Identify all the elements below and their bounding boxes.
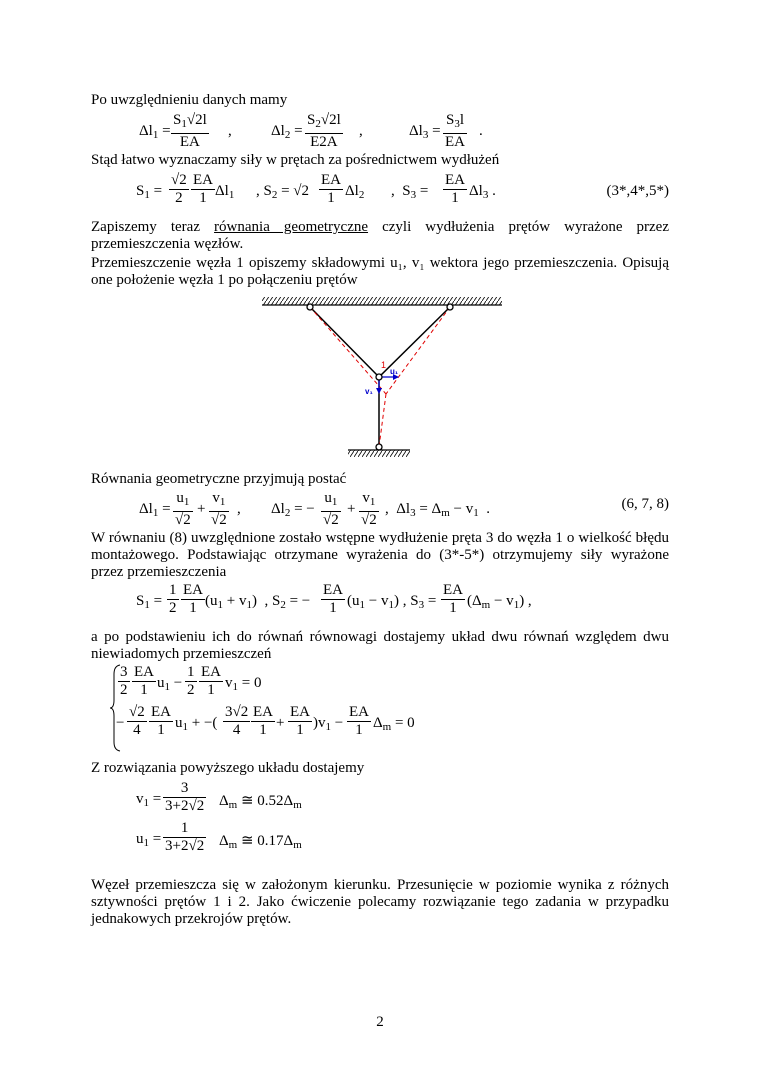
bar-3-displaced: [379, 394, 386, 447]
equation-system-1: 3 2 EA 1 $u_1$ − 1 2 EA 1 $v_1 = 0$: [120, 664, 262, 698]
paragraph-system: a po podstawieniu ich do równań równowagi dostajemy układ dwu równań względem dwu niewiadomych przemieszczeń: [91, 629, 669, 662]
paragraph-conclusion: Węzeł przemieszcza się w założonym kierunku. Przesunięcie w poziomie wynika z różnych sztywności prętów 1 i 2. Jako ćwiczenie polecamy rozwiązanie tego zadania w przypadku jednakowych przekrojów prętów.: [91, 877, 669, 927]
node-top-right: [447, 304, 453, 310]
truss-figure: [262, 295, 502, 465]
equation-system-2: − √2 4 EA 1 $u_1$ + −( 3√2 4 EA 1 + EA 1 )$v_1$ − EA 1 $\Delta_m = 0$: [116, 704, 415, 738]
page-number: 2: [376, 1014, 384, 1030]
paragraph-intro: Po uwzględnieniu danych mamy: [91, 92, 288, 108]
equation-u1: $u_1$ = 1 3+2√2 $\Delta_m$ ≅ $0.17\Delta_m$: [136, 820, 302, 854]
node-label: 1: [381, 360, 387, 370]
paragraph-displacement: Przemieszczenie węzła 1 opiszemy składowymi u₁, v₁ wektora jego przemieszczenia. Opisują one położenie węzła 1 po połączeniu prętów: [91, 255, 669, 288]
top-support: [262, 297, 502, 305]
equation-geometric: $\Delta l_1$ = $u_1$ √2 + $v_1$ √2 , $\Delta l_2$ = − $u_1$ √2 + $v_1$ √2 , $\Delta l_3 = \Delta_m - v_1$ . (6, 7, 8): [139, 490, 669, 528]
node-top-left: [307, 304, 313, 310]
node-1: [376, 374, 382, 380]
bar-1-displaced: [310, 307, 386, 394]
equation-number: (6, 7, 8): [621, 496, 669, 512]
bottom-support: [348, 450, 410, 457]
node-bottom: [376, 444, 382, 450]
equation-elongations: $\Delta l_1$ = $S_1√2l$ EA , $\Delta l_2$ = $S_2√2l$ E2A , $\Delta l_3$ = $S_3l$ EA .: [139, 112, 483, 150]
paragraph-forces: Stąd łatwo wyznaczamy siły w prętach za pośrednictwem wydłużeń: [91, 152, 500, 168]
paragraph-geom-eq: Równania geometryczne przyjmują postać: [91, 471, 347, 487]
v-label: v₁: [365, 387, 373, 396]
bar-2-displaced: [386, 307, 450, 394]
bar-1: [310, 307, 379, 377]
equation-forces-displacement: $S_1$ = 1 2 EA 1 $(u_1 + v_1)$ , $S_2$ = − EA 1 $(u_1 - v_1)$ , $S_3$ = EA 1 $(\Delta_m - v_1)$ ,: [136, 582, 532, 616]
paragraph-geometric: Zapiszemy teraz równania geometryczne czyli wydłużenia prętów wyrażone przez przemieszczenia węzłów.: [91, 219, 669, 252]
paragraph-substitution: W równaniu (8) uwzględnione zostało wstępne wydłużenie pręta 3 do węzła 1 o wielkość błędu montażowego. Podstawiając otrzymane wyrażenia do (3*-5*) otrzymujemy siły wyrażone przez przemieszczenia: [91, 530, 669, 580]
equation-number: (3*,4*,5*): [606, 183, 669, 199]
equation-forces: $S_1$ = √2 2 EA 1 $\Delta l_1$ , $S_2 = √2$ EA 1 $\Delta l_2$ , $S_3$ = EA 1 $\Delta l_3$ . (3*,4*,5*): [136, 172, 669, 206]
paragraph-solution: Z rozwiązania powyższego układu dostajemy: [91, 760, 365, 776]
equation-v1: $v_1$ = 3 3+2√2 $\Delta_m$ ≅ $0.52\Delta_m$: [136, 780, 302, 814]
u-label: u₁: [390, 367, 399, 376]
